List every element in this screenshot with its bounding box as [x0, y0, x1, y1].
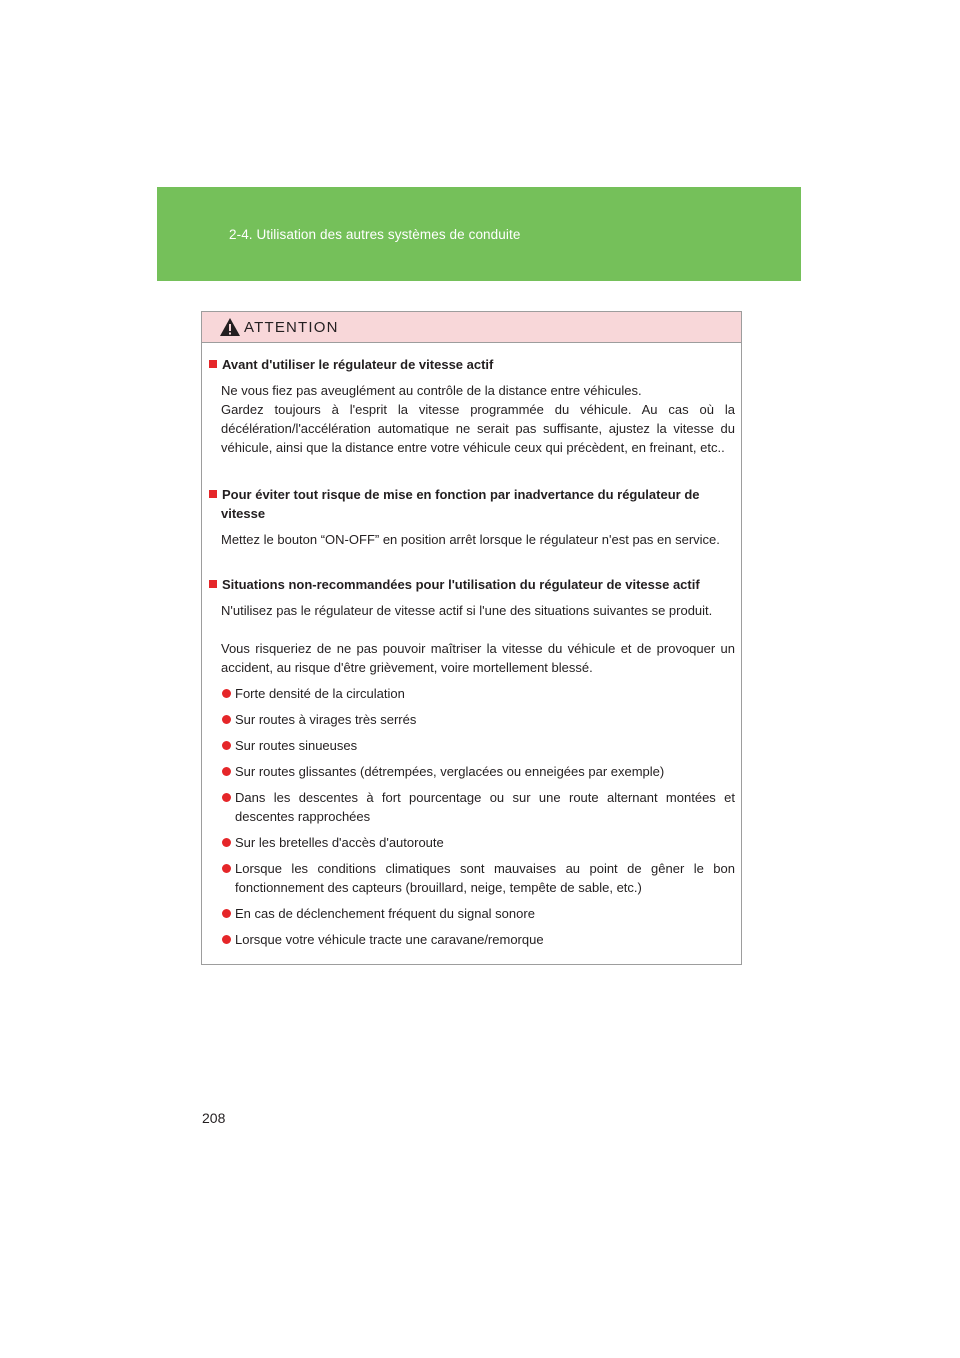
paragraph: Mettez le bouton “ON-OFF” en position arrêt lorsque le régulateur n'est pas en service. — [221, 532, 720, 547]
red-square-icon — [209, 360, 217, 368]
red-bullet-icon — [222, 741, 231, 750]
list-item: Lorsque votre véhicule tracte une caravane/remorque — [221, 930, 735, 949]
list-item: Lorsque les conditions climatiques sont mauvaises au point de gêner le bon fonctionnement des capteurs (brouillard, neige, tempête de sable, etc.) — [221, 859, 735, 897]
red-bullet-icon — [222, 838, 231, 847]
paragraph: Vous risqueriez de ne pas pouvoir maîtriser la vitesse du véhicule et de provoquer un accident, au risque d'être grièvement, voire mortellement blessé. — [221, 641, 735, 675]
list-item: Forte densité de la circulation — [221, 684, 735, 703]
paragraph: Gardez toujours à l'esprit la vitesse programmée du véhicule. Au cas où la décélération/l'accélération automatique ne serait pas suffisante, ajustez la vitesse du véhicule, ainsi que la distance entre votre véhicule ceux qui précèdent, en freinant, etc.. — [221, 402, 735, 455]
list-item: Dans les descentes à fort pourcentage ou sur une route alternant montées et descentes rapprochées — [221, 788, 735, 826]
chapter-section-title: 2-4. Utilisation des autres systèmes de conduite — [229, 227, 521, 242]
section-heading: Pour éviter tout risque de mise en fonction par inadvertance du régulateur de vitesse — [209, 485, 737, 523]
page-number: 208 — [202, 1110, 226, 1126]
warning-box — [201, 311, 742, 965]
red-bullet-icon — [222, 864, 231, 873]
list-item: Sur routes à virages très serrés — [221, 710, 735, 729]
warning-header — [202, 312, 741, 343]
list-item: Sur les bretelles d'accès d'autoroute — [221, 833, 735, 852]
red-bullet-icon — [222, 909, 231, 918]
chapter-header-band — [157, 187, 801, 281]
section-heading: Situations non-recommandées pour l'utilisation du régulateur de vitesse actif — [209, 575, 737, 594]
list-item: Sur routes glissantes (détrempées, verglacées ou enneigées par exemple) — [221, 762, 735, 781]
red-square-icon — [209, 580, 217, 588]
paragraph: N'utilisez pas le régulateur de vitesse actif si l'une des situations suivantes se produit. — [221, 603, 713, 618]
warning-title: ATTENTION — [244, 319, 339, 336]
red-bullet-icon — [222, 793, 231, 802]
section-heading: Avant d'utiliser le régulateur de vitesse actif — [209, 355, 737, 374]
warning-triangle-icon — [219, 317, 241, 337]
red-bullet-icon — [222, 715, 231, 724]
red-bullet-icon — [222, 935, 231, 944]
list-item: En cas de déclenchement fréquent du signal sonore — [221, 904, 735, 923]
red-bullet-icon — [222, 767, 231, 776]
red-square-icon — [209, 490, 217, 498]
red-bullet-icon — [222, 689, 231, 698]
paragraph: Ne vous fiez pas aveuglément au contrôle de la distance entre véhicules. — [221, 383, 642, 398]
list-item: Sur routes sinueuses — [221, 736, 735, 755]
